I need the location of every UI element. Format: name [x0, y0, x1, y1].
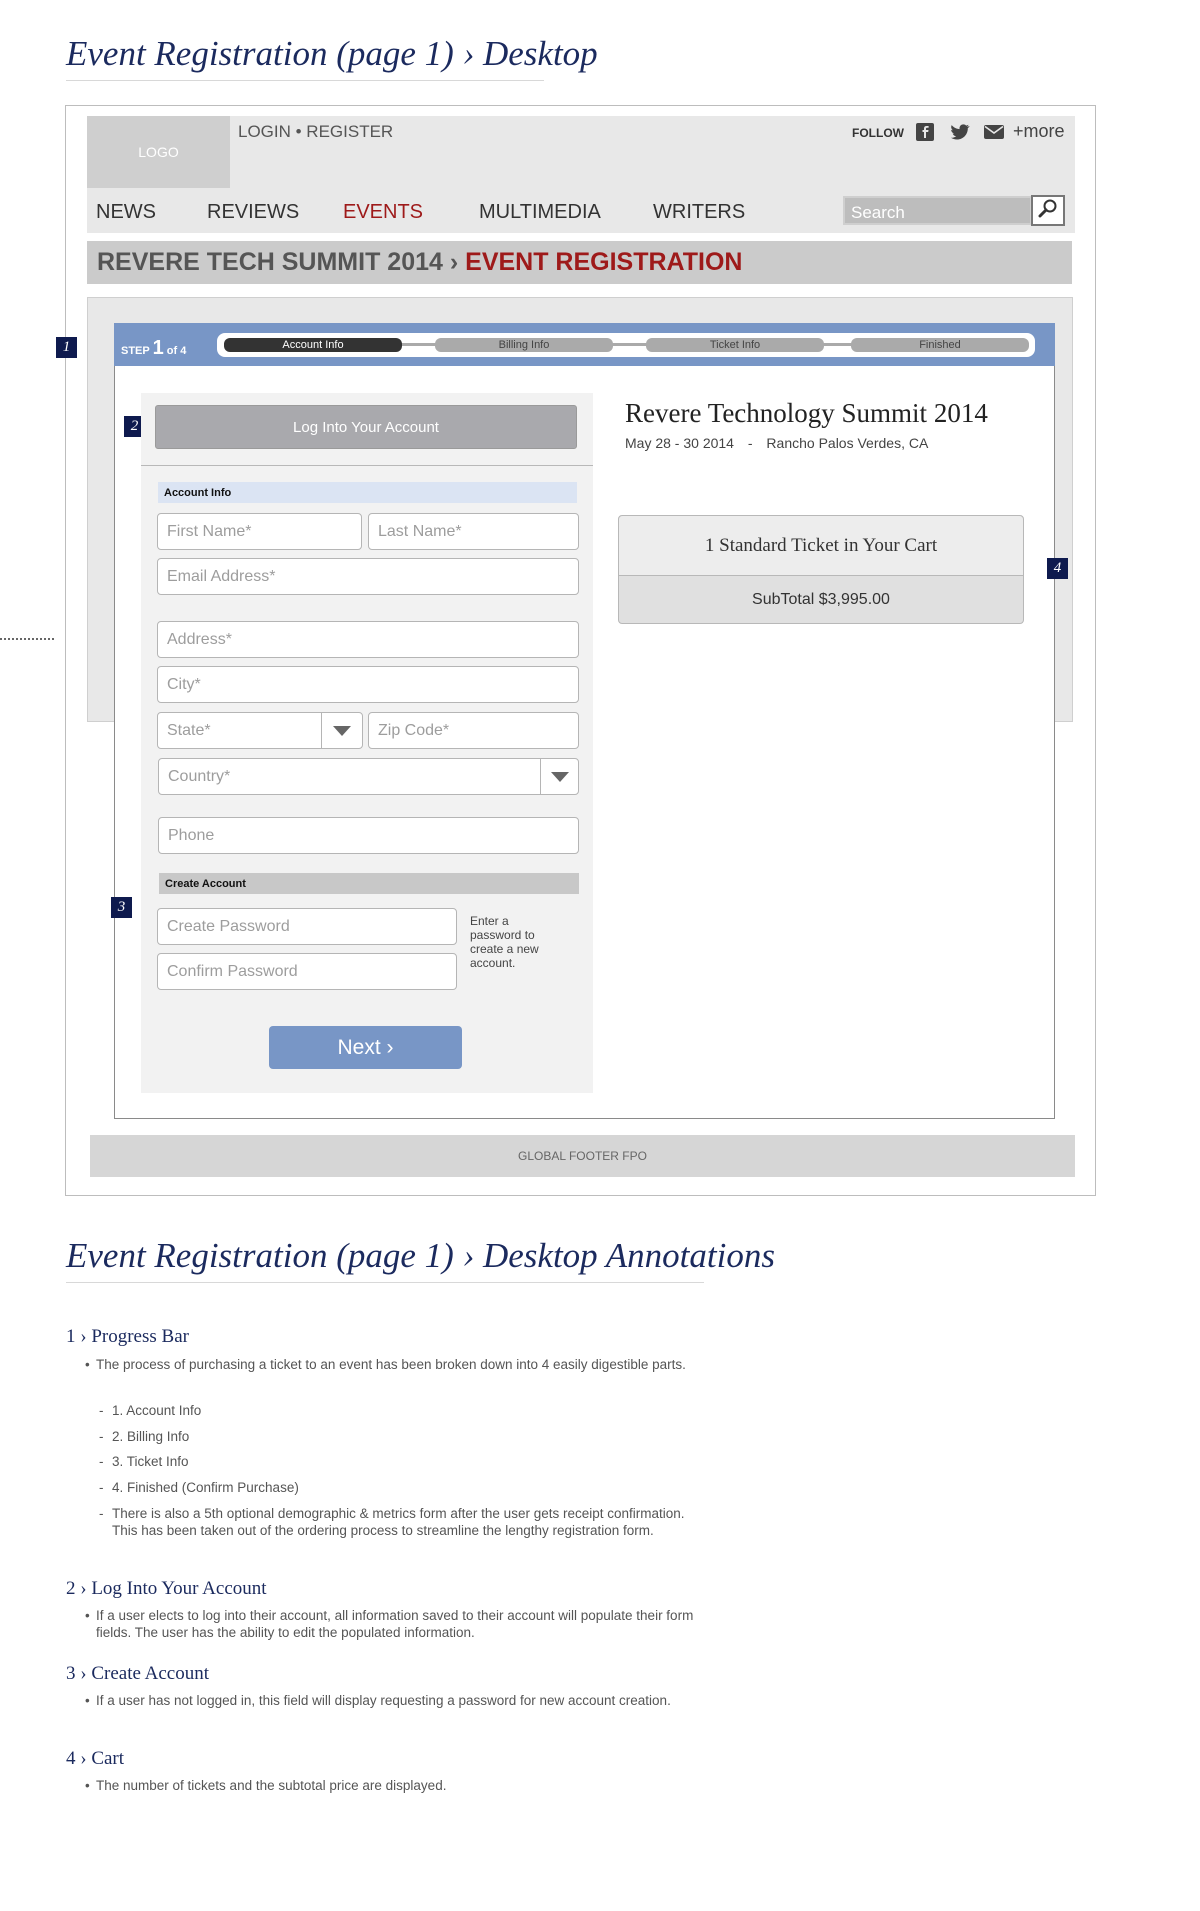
progress-step-account-info: Account Info [224, 338, 402, 352]
event-details-separator: - [747, 435, 753, 451]
nav-events[interactable]: EVENTS [343, 201, 424, 223]
password-help-text: Enter a password to create a new account. [470, 914, 539, 970]
state-select-arrow[interactable] [321, 713, 362, 748]
annotations-title-divider [66, 1282, 704, 1283]
create-account-section-label: Create Account [159, 873, 579, 894]
annotation-1-text: • The process of purchasing a ticket to an event has been broken down into 4 easily digestible parts. [85, 1357, 686, 1372]
step-number: 1 [152, 337, 164, 359]
chevron-down-icon [333, 726, 351, 736]
annotation-1-heading: 1 › Progress Bar [66, 1326, 189, 1347]
breadcrumb [87, 241, 1072, 284]
twitter-icon[interactable] [950, 123, 968, 141]
site-logo[interactable]: LOGO [87, 116, 230, 188]
facebook-icon[interactable] [916, 123, 934, 141]
search-input[interactable]: Search [843, 196, 1032, 225]
step-label: STEP [121, 345, 150, 357]
annotation-3-text: • If a user has not logged in, this field will display requesting a password for new account creation. [85, 1693, 671, 1708]
annotation-4-text: • The number of tickets and the subtotal price are displayed. [85, 1778, 447, 1793]
event-details [625, 435, 928, 451]
page-title: Event Registration (page 1) › Desktop [66, 34, 598, 73]
annotation-1-item-1: - 1. Account Info [99, 1403, 202, 1418]
event-title: Revere Technology Summit 2014 [625, 398, 988, 428]
annotation-badge-3: 3 [111, 897, 132, 918]
last-name-field[interactable]: Last Name* [368, 513, 579, 550]
phone-field[interactable]: Phone [158, 817, 579, 854]
zip-code-field[interactable]: Zip Code* [368, 712, 579, 749]
step-indicator [121, 337, 186, 360]
nav-news[interactable]: NEWS [96, 201, 156, 223]
login-account-button[interactable]: Log Into Your Account [155, 405, 577, 449]
country-select-arrow[interactable] [540, 759, 579, 794]
create-password-field[interactable]: Create Password [157, 908, 457, 945]
address-field[interactable]: Address* [157, 621, 579, 658]
title-divider [66, 80, 544, 81]
annotation-4-heading: 4 › Cart [66, 1748, 125, 1769]
bullet: • [85, 1357, 90, 1372]
global-footer: GLOBAL FOOTER FPO [90, 1135, 1075, 1177]
progress-step-ticket-info: Ticket Info [646, 338, 824, 352]
breadcrumb-separator: › [442, 248, 466, 276]
email-icon[interactable] [984, 124, 1002, 142]
login-register-links[interactable]: LOGIN • REGISTER [238, 122, 394, 141]
annotation-1-item-2: - 2. Billing Info [99, 1429, 190, 1444]
first-name-field[interactable]: First Name* [157, 513, 362, 550]
annotations-title: Event Registration (page 1) › Desktop Annotations [66, 1236, 775, 1275]
event-location: Rancho Palos Verdes, CA [766, 435, 929, 451]
progress-step-billing-info: Billing Info [435, 338, 613, 352]
nav-reviews[interactable]: REVIEWS [207, 201, 300, 223]
progress-step-finished: Finished [851, 338, 1029, 352]
search-button[interactable] [1031, 195, 1065, 226]
annotation-badge-2: 2 [124, 416, 145, 437]
event-dates: May 28 - 30 2014 [625, 435, 734, 451]
cart-item-count: 1 Standard Ticket in Your Cart [619, 516, 1023, 576]
city-field[interactable]: City* [157, 666, 579, 703]
breadcrumb-current: EVENT REGISTRATION [465, 248, 743, 276]
step-of: of 4 [166, 345, 187, 357]
annotation-badge-4: 4 [1047, 558, 1068, 579]
next-button[interactable]: Next › [269, 1026, 462, 1069]
account-info-section-label: Account Info [158, 482, 577, 503]
nav-writers[interactable]: WRITERS [653, 201, 746, 223]
breadcrumb-event[interactable]: REVERE TECH SUMMIT 2014 [97, 248, 443, 276]
annotation-1-item-3: - 3. Ticket Info [99, 1454, 189, 1469]
more-social-link[interactable]: +more [1013, 121, 1065, 141]
chevron-down-icon [551, 772, 569, 782]
annotation-3-heading: 3 › Create Account [66, 1663, 209, 1684]
country-select-value: Country* [168, 767, 231, 785]
dotted-leader [0, 638, 54, 640]
search-icon [1038, 198, 1058, 223]
follow-label: FOLLOW [852, 126, 904, 140]
annotation-2-heading: 2 › Log Into Your Account [66, 1578, 267, 1599]
annotation-1-item-4: - 4. Finished (Confirm Purchase) [99, 1480, 299, 1495]
cart-subtotal: SubTotal $3,995.00 [752, 591, 890, 608]
state-select-value: State* [167, 721, 211, 739]
annotation-badge-1: 1 [56, 337, 77, 358]
country-select[interactable] [158, 758, 579, 795]
nav-multimedia[interactable]: MULTIMEDIA [479, 201, 601, 223]
annotation-2-text: • If a user elects to log into their account, all information saved to their account will populate their form fields. The user has the ability to edit the populated information. [85, 1608, 694, 1640]
email-field[interactable]: Email Address* [157, 558, 579, 595]
form-divider [141, 465, 593, 466]
confirm-password-field[interactable]: Confirm Password [157, 953, 457, 990]
annotation-1-extra: - There is also a 5th optional demographic & metrics form after the user gets receipt confirmation. This has been taken out of the ordering process to streamline the lengthy registration form. [99, 1506, 685, 1538]
